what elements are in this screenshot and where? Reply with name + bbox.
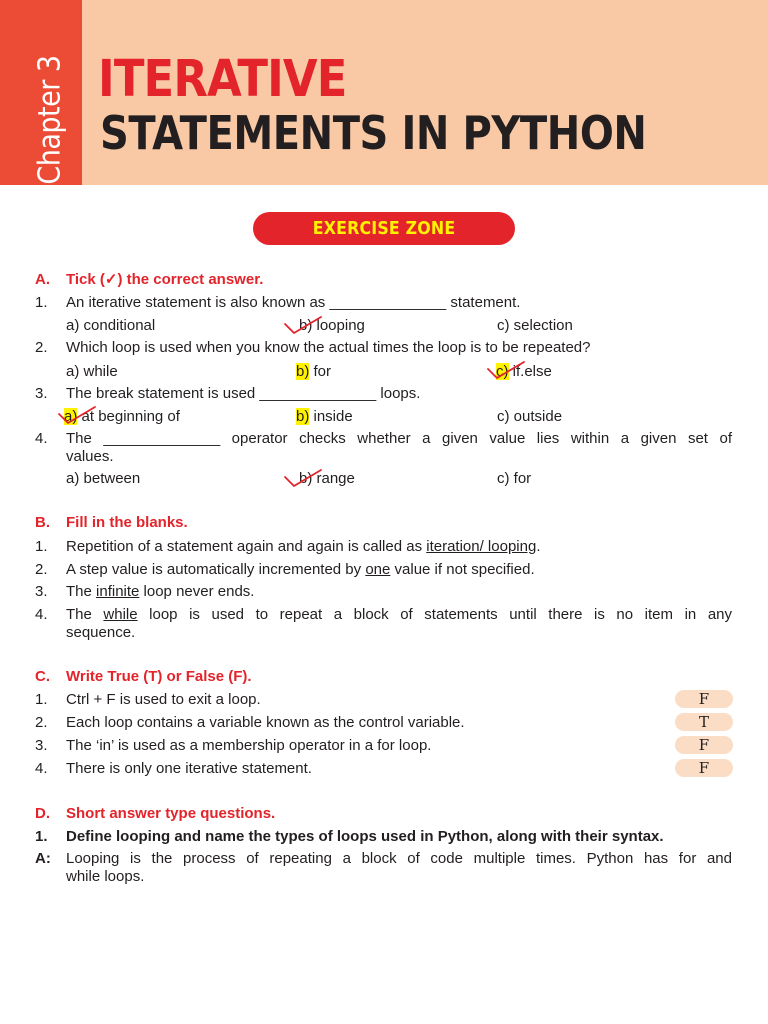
blank-answer: infinite xyxy=(96,583,140,600)
item-text xyxy=(66,583,254,601)
section-title: Write True (T) or False (F). xyxy=(66,668,252,685)
option-a4-b: b) range xyxy=(299,470,355,487)
blank-answer: one xyxy=(365,561,391,578)
item-number: 2. xyxy=(35,714,48,731)
item-number: 3. xyxy=(35,737,48,754)
text-before: The xyxy=(66,606,104,623)
item-number: 3. xyxy=(35,583,48,600)
answer-text: Looping is the process of repeating a block of code multiple times. Python has for and xyxy=(66,850,732,867)
check-icon xyxy=(56,404,98,426)
answer-box: F xyxy=(675,690,733,708)
text-before: A step value is automatically incremented by xyxy=(66,561,366,578)
item-text xyxy=(66,538,540,556)
item-number: 1. xyxy=(35,691,48,708)
answer-box: F xyxy=(675,736,733,754)
chapter-title-line1: ITERATIVE xyxy=(98,50,347,109)
highlight-mark: c) xyxy=(496,363,509,380)
text-before: The xyxy=(66,583,97,600)
blank-answer: iteration/ looping xyxy=(426,538,537,555)
question-number: 2. xyxy=(35,339,48,356)
exercise-zone-badge xyxy=(253,212,515,245)
question-number: 1. xyxy=(35,294,48,311)
option-a4-a: a) between xyxy=(66,470,141,487)
item-text: Each loop contains a variable known as the control variable. xyxy=(66,714,465,731)
question-text: The ______________ operator checks whether a given value lies within a given set of xyxy=(66,430,732,447)
question-text: Define looping and name the types of loops used in Python, along with their syntax. xyxy=(66,828,664,845)
chapter-title-line2: STATEMENTS IN PYTHON xyxy=(100,106,647,160)
answer-label: A: xyxy=(35,850,51,867)
option-a1-a: a) conditional xyxy=(66,317,156,334)
option-a1-c: c) selection xyxy=(497,317,573,334)
question-number: 1. xyxy=(35,828,48,845)
section-letter: B. xyxy=(35,514,50,531)
option-text: for xyxy=(309,363,332,380)
exercise-zone-label: EXERCISE ZONE xyxy=(312,218,456,239)
highlight-mark: b) xyxy=(296,363,310,380)
item-text xyxy=(66,561,535,579)
blank-answer: while xyxy=(103,606,138,623)
option-a2-a: a) while xyxy=(66,363,118,380)
text-after: loop is used to repeat a block of statements until there is no item in any xyxy=(137,606,732,623)
check-icon xyxy=(282,314,324,336)
check-icon xyxy=(282,467,324,489)
option-text: inside xyxy=(309,408,353,425)
option-text: at beginning of xyxy=(77,408,180,425)
option-a1-b: b) looping xyxy=(299,317,365,334)
question-text: An iterative statement is also known as ______________ statement. xyxy=(66,294,521,311)
question-text: Which loop is used when you know the actual times the loop is to be repeated? xyxy=(66,339,591,356)
section-title: Fill in the blanks. xyxy=(66,514,188,531)
text-before: Repetition of a statement again and again is called as xyxy=(66,538,427,555)
item-text: sequence. xyxy=(66,624,136,641)
item-text xyxy=(66,606,732,624)
highlight-mark: a) xyxy=(64,408,78,425)
question-number: 4. xyxy=(35,430,48,447)
text-after: . xyxy=(536,538,541,555)
option-text: if.else xyxy=(508,363,552,380)
question-number: 3. xyxy=(35,385,48,402)
item-number: 4. xyxy=(35,606,48,623)
section-letter: C. xyxy=(35,668,50,685)
option-a2-b xyxy=(296,363,331,381)
question-text: values. xyxy=(66,448,114,465)
text-after: loop never ends. xyxy=(139,583,255,600)
item-text: Ctrl + F is used to exit a loop. xyxy=(66,691,261,708)
option-a4-c: c) for xyxy=(497,470,532,487)
section-title: Short answer type questions. xyxy=(66,805,276,822)
option-a3-b xyxy=(296,408,353,426)
item-text: The ‘in’ is used as a membership operator in a for loop. xyxy=(66,737,432,754)
highlight-mark: b) xyxy=(296,408,310,425)
answer-box: T xyxy=(675,713,733,731)
item-number: 1. xyxy=(35,538,48,555)
answer-box: F xyxy=(675,759,733,777)
chapter-label: Chapter 3 xyxy=(32,55,68,185)
item-text: There is only one iterative statement. xyxy=(66,760,312,777)
option-a3-c: c) outside xyxy=(497,408,563,425)
item-number: 2. xyxy=(35,561,48,578)
section-letter: D. xyxy=(35,805,50,822)
answer-text: while loops. xyxy=(66,868,145,885)
question-text: The break statement is used ______________ loops. xyxy=(66,385,421,402)
section-letter: A. xyxy=(35,271,50,288)
check-icon xyxy=(485,359,527,381)
text-after: value if not specified. xyxy=(390,561,535,578)
item-number: 4. xyxy=(35,760,48,777)
section-title: Tick (✓) the correct answer. xyxy=(66,271,264,288)
